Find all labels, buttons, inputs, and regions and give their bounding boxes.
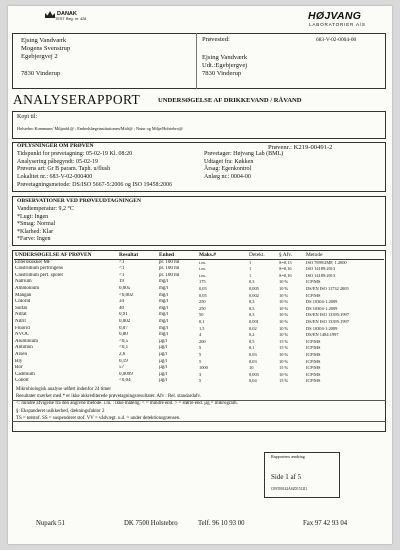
detection-limit: 0,1 [249,345,255,351]
analysis-name: Sulfat [15,305,27,311]
deviation: 15 % [279,365,289,371]
sample-site-address [202,54,247,79]
analysis-name: Clostridium perf. sporer [15,272,64,278]
method: DS/EN ISO 11732 2005 [306,285,349,291]
sample-info-field: Prøvens art: Gr B param. Taph. u/flush [17,166,111,173]
col-header: Maks.# [198,252,236,259]
observation-item: *Farve: Ingen [17,236,51,243]
col-header: Metode [305,252,384,259]
analysis-name: Mangan [15,292,32,298]
max-value: 0,05 [199,285,207,291]
detection-limit: 1 [249,259,252,265]
analysis-name: Natrium [15,279,32,285]
sample-info-field: Prøvetagningsmetode: DS/ISO 5667-5:2006 og ISO 19458:2006 [17,181,173,188]
sample-site-line: Ejsing Vandværk [202,54,248,61]
method: ICP/MS [306,279,321,285]
max-value: 250 [199,305,206,311]
detection-limit: 0,02 [249,325,257,331]
col-header: UNDERSØGELSE AF PRØVEN [14,252,118,259]
spacer [236,326,248,333]
max-value: 1,5 [199,325,205,331]
sample-number: Prøvenr.: K219-00491-2 [268,144,333,151]
page-number: Side 1 af 5 [271,473,302,481]
spacer [236,339,248,346]
unit: µg/l [159,358,168,364]
method: DS/EN ISO 13395:1997 [306,312,349,318]
spacer [236,279,248,286]
spacer [236,273,248,280]
result-value: <0,1 [119,345,129,351]
deviation: 10 % [279,279,289,285]
table-row [14,345,384,352]
table-row [14,359,384,366]
detection-limit: 0,03 [249,351,257,357]
result-value: <1 [119,272,125,278]
analysis-name: Nitrit [15,318,26,324]
table-row [14,319,384,326]
detection-limit: 0,3 [249,305,255,311]
customer-line: Egebjergvej 2 [21,53,58,61]
analysis-name: Bor [15,365,23,371]
col-header: Detekt. [248,252,278,259]
analysis-name: Aluminium [15,338,39,344]
hojvang-name: HØJVANG [308,10,362,22]
copy-recipients: Holstebro Kommune/ Miljøafd.@ ; Embedslægeinstitutionen/Midt@ ; Natur og Miljø/Holstebro@ [17,126,183,131]
customer-line: Ejsing Vandværk [21,37,67,44]
footer-city: DK 7500 Holstebro [124,520,178,527]
footnote: §: Ekspanderet usikkerhed, dækningsfaktor 2 [16,408,105,414]
detection-limit: 0,001 [249,318,259,324]
deviation: 15 % [279,345,289,351]
max-value: 4 [199,332,202,338]
result-value: 34 [119,299,124,305]
table-row [14,306,384,313]
method: ICP/MS [306,351,321,357]
unit: mg/l [159,305,169,311]
method: ICP/MS [306,365,321,371]
table-row [14,279,384,286]
unit: mg/l [159,312,169,318]
report-subtitle: UNDERSØGELSE AF DRIKKEVAND / RÅVAND [158,97,302,104]
results-header-row [14,252,384,259]
detection-limit: 0,2 [249,332,255,338]
method: ICP/MS [306,338,321,344]
unit: µg/l [159,378,168,384]
analysis-name: Clostridium perfringens [15,266,63,272]
spacer [236,319,248,326]
max-value: 5 [199,351,202,357]
unit: mg/l [159,292,169,298]
table-row [14,312,384,319]
table-row [14,273,384,280]
unit: mg/l [159,318,169,324]
max-value: 200 [199,338,206,344]
method: DS/EN ISO 13395:1997 [306,318,349,324]
analysis-name: Antimon [15,345,33,351]
unit: pr. 100 ml [159,266,180,272]
col-header: § Afv. [278,252,305,259]
sample-info-field: Analysering påbegyndt: 05-02-19 [17,158,98,165]
deviation: 10 % [279,305,289,311]
deviation: 10 % [279,318,289,324]
table-row [14,259,384,266]
deviation: 10 % [279,358,289,364]
max-value: 175 [199,279,206,285]
result-value: 0,002 [119,318,131,324]
table-row [14,378,384,385]
sample-site-label: Prøvested: [202,36,230,43]
result-value: <0,002 [119,292,134,298]
max-value: i.m. [199,259,206,265]
detection-limit: 1 [249,266,252,272]
table-row [14,286,384,293]
max-value: 5 [199,358,202,364]
method: ICP/MS [306,345,321,351]
max-value: 0,1 [199,318,205,324]
max-value: 0,05 [199,292,207,298]
result-value: 57 [119,365,124,371]
max-value: i.m. [199,266,206,272]
method: DS 10304-1:2009 [306,305,338,311]
sample-info-right [204,151,283,182]
footnote: <: mindre afvigelse fra den angivne metode. i.m. : ikke målelig. < = mindre end. > = større end. µg = mikrogram. [16,401,238,407]
deviation: S=0,13 [279,259,292,265]
sample-info-heading: OPLYSNINGER OM PRØVEN [17,143,94,149]
page-code: C09T00142A62D1512I1 [271,487,308,491]
method: ISO 14189:2013 [306,272,336,278]
unit: mg/l [159,285,169,291]
result-value: <0,5 [119,338,129,344]
unit: µg/l [159,365,168,371]
result-value: 2,6 [119,351,126,357]
unit: mg/l [159,279,169,285]
page-box-label: Rapportens ændring [271,454,305,459]
deviation: 15 % [279,338,289,344]
col-header: Enhed [158,252,198,259]
detection-limit: 0,3 [249,279,255,285]
unit: mg/l [159,325,169,331]
observations-list [17,206,74,244]
col-header [236,252,248,259]
footnotes [16,386,238,422]
result-value: <1 [119,259,125,265]
deviation: 15 % [279,378,289,384]
method: ICP/MS [306,371,321,377]
sample-site-code: 683-V-02-0004-00 [316,37,357,43]
detection-limit: 0,002 [249,292,259,298]
analysis-name: Enterokokker MF [15,259,51,265]
deviation: 10 % [279,325,289,331]
table-row [14,339,384,346]
unit: mg/l [159,332,169,338]
spacer [236,306,248,313]
analysis-name: NVOC [15,332,30,338]
detection-limit: 0,03 [249,358,257,364]
sample-info-field: Årsag: Egenkontrol [204,166,252,173]
max-value: 5 [199,378,202,384]
method: ISO 14189:2013 [306,266,336,272]
hojvang-logo [308,10,388,30]
unit: µg/l [159,371,168,377]
report-page [8,6,392,544]
result-value: 0,0099 [119,371,133,377]
result-value: 0,005 [119,285,131,291]
table-row [14,365,384,372]
analysis-name: Cobolt [15,378,29,384]
method: DS/EN 1484:1997 [306,332,339,338]
sample-site-line: Udt.:Egebjergvej [202,62,248,70]
detection-limit: 0,5 [249,338,255,344]
method: ICP/MS [306,358,321,364]
method: DS 10304-1:2009 [306,325,338,331]
detection-limit: 10 [249,365,254,371]
footnote: Resultater mærket med * er ikke akkrediterede prøvetagningsresultater. Afv : Rel. standardafv. [16,394,201,400]
deviation: 10 % [279,351,289,357]
spacer [236,312,248,319]
max-value: 50 [199,312,204,318]
unit: pr. 100 ml [159,259,180,265]
spacer [236,299,248,306]
spacer [236,259,248,266]
table-row [14,293,384,300]
danak-logo [22,10,87,34]
customer-address [21,37,70,78]
spacer [236,378,248,385]
detection-limit: 0,3 [249,312,255,318]
footer-fax: Fax 97 42 93 04 [303,520,348,527]
detection-limit: 0,003 [249,371,259,377]
result-value: 0,19 [119,358,128,364]
analysis-name: Chlorid [15,299,31,305]
deviation: 10 % [279,371,289,377]
method: ICP/MS [306,292,321,298]
analysis-name: Cadmium [15,371,35,377]
danak-test-reg: TEST Reg. nr. 428 [55,17,87,21]
deviation: 10 % [279,312,289,318]
result-value: 0,91 [119,312,128,318]
unit: mg/l [159,299,169,305]
detection-limit: 0,3 [249,299,255,305]
analysis-name: Arsen [15,351,27,357]
deviation: 10 % [279,292,289,298]
result-value: 40 [119,305,124,311]
table-row [14,299,384,306]
spacer [236,365,248,372]
result-value: 0,07 [119,325,128,331]
deviation: 10 % [279,285,289,291]
results-table [14,252,384,385]
footer-address: Nupark 51 [36,520,65,527]
copy-label: Kopi til: [17,114,38,120]
detection-limit: 1 [249,272,252,278]
spacer [236,372,248,379]
report-title: ANALYSERAPPORT [13,92,141,107]
observation-item: *Lugt: Ingen [17,213,49,220]
unit: pr. 100 ml [159,272,180,278]
footnote: TS = tørstof. SS = suspenderet stof. VV = vådvægt. u.d. = under detektionsgrænsen. [16,415,181,421]
table-row [14,332,384,339]
footnote: Mikrobiologisk analyse udført indenfor 24 timer [16,387,111,392]
hojvang-sub: LABORATORIER A/S [309,22,366,27]
detection-limit: 0,04 [249,378,257,384]
result-value: 0,80 [119,332,128,338]
analysis-name: Fluorid [15,325,30,331]
method: ISO 7899/2MF, 1.2000 [306,259,347,265]
sample-info-field: Anlæg nr.: 0004-00 [204,174,251,181]
customer-line [21,62,70,70]
observation-item: Vandtemperatur: 9,2 °C [17,206,74,212]
copy-box [12,111,386,139]
table-row [14,326,384,333]
spacer [236,286,248,293]
result-value: 19 [119,279,124,285]
max-value: i.m. [199,272,206,278]
result-value: <0,04 [119,378,131,384]
sample-site-line: 7830 Vinderup [202,70,242,78]
sample-info-field: Lokalitet nr.: 683-V-02-000400 [17,174,93,181]
table-row [14,352,384,359]
analysis-name: Ammonium [15,285,40,291]
spacer [236,352,248,359]
spacer [236,266,248,273]
analysis-name: Nitrat [15,312,27,318]
observations-heading: OBSERVATIONER VED PRØVEUDTAGNINGEN [17,198,142,204]
analysis-name: Bly [15,358,23,364]
deviation: S=0,16 [279,266,292,272]
danak-name: DANAK [57,11,77,17]
spacer [236,359,248,366]
sample-info-field: Tidspunkt for prøvetagning: 05-02-19 Kl. 08:20 [17,151,133,157]
max-value: 1000 [199,365,208,371]
observation-item: *Klarhed: Klar [17,228,54,235]
method: ICP/MS [306,378,321,384]
spacer [236,332,248,339]
sample-info-field: Udtaget fra: Køkken [204,158,254,165]
sample-info-field: Prøvetager: Højvang Lab (BML) [204,151,284,157]
customer-line: Mogens Svenstrup [21,45,71,53]
max-value: 5 [199,345,202,351]
detection-limit: 0,005 [249,285,259,291]
max-value: 3 [199,371,202,377]
table-row [14,372,384,379]
max-value: 250 [199,299,206,305]
observation-item: *Smag: Normal [17,221,56,228]
method: DS 10304-1:2009 [306,299,338,305]
deviation: 10 % [279,299,289,305]
spacer [236,345,248,352]
deviation: 10 % [279,332,289,338]
unit: µg/l [159,338,168,344]
sample-info-left [17,151,172,190]
customer-line: 7830 Vinderup [21,69,61,77]
unit: µg/l [159,351,168,357]
result-value: <1 [119,266,125,272]
footer-phone: Telf. 96 10 93 00 [198,520,245,527]
table-row [14,266,384,273]
col-header: Resultat [118,252,158,259]
spacer [236,293,248,300]
deviation: S=0,16 [279,272,292,278]
unit: µg/l [159,345,168,351]
